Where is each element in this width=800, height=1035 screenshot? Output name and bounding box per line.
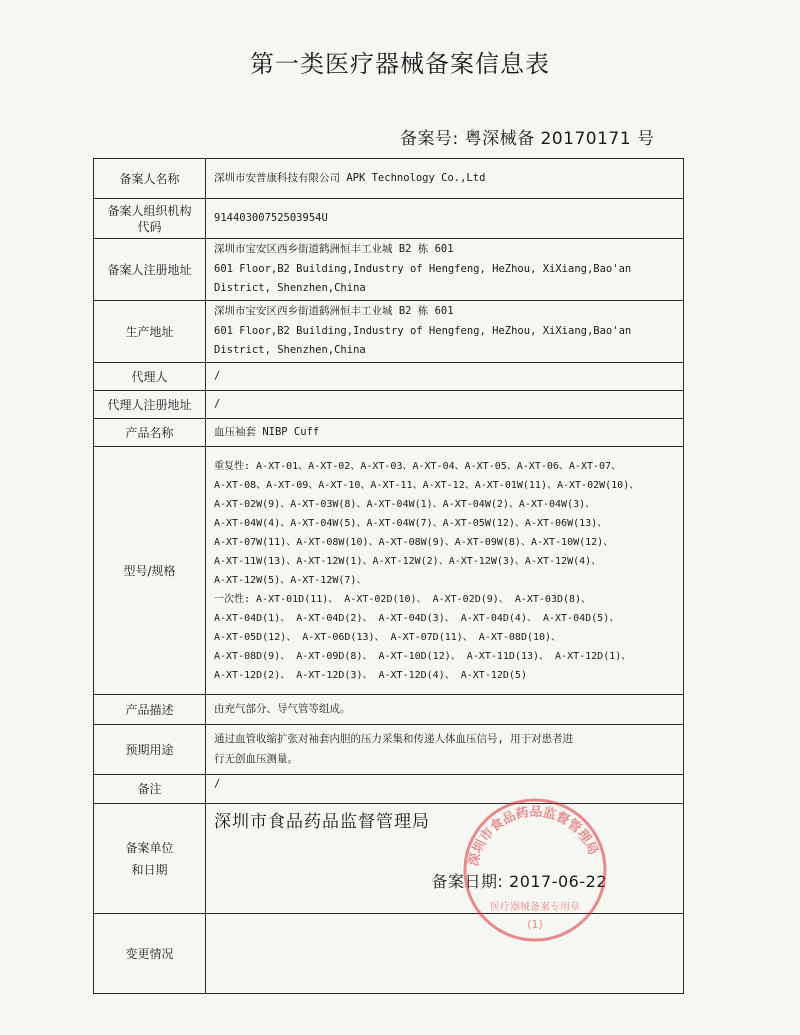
value-production-address (206, 301, 684, 363)
row-production-address (94, 301, 684, 363)
value-product-name: 血压袖套 NIBP Cuff (206, 419, 684, 447)
value-intended-use (206, 725, 684, 775)
value-org-code: 91440300752503954U (206, 199, 684, 239)
document-title: 第一类医疗器械备案信息表 (250, 50, 550, 78)
model-line: A-XT-07W(11)、A-XT-08W(10)、A-XT-08W(9)、A-XT-09W(8)、A-XT-10W(12)、 (214, 536, 614, 548)
label-description: 产品描述 (94, 695, 206, 725)
reg-address-line3: District, Shenzhen,China (214, 282, 366, 295)
seal-number: (1) (527, 918, 543, 931)
value-agent-address: / (206, 391, 684, 419)
row-filing-unit (94, 804, 684, 914)
production-address-line3: District, Shenzhen,China (214, 344, 366, 357)
row-agent-address (94, 391, 684, 419)
production-address-line1: 深圳市宝安区西乡街道鹤洲恒丰工业城 B2 栋 601 (214, 305, 454, 318)
label-product-name: 产品名称 (94, 419, 206, 447)
record-number: 备案号: 粤深械备 20170171 号 (400, 129, 655, 149)
row-intended-use (94, 725, 684, 775)
row-agent (94, 363, 684, 391)
model-line: A-XT-02W(9)、A-XT-03W(8)、A-XT-04W(1)、A-XT-04W(2)、A-XT-04W(3)、 (214, 498, 596, 510)
row-changes (94, 914, 684, 994)
label-org-code-line2: 代码 (137, 219, 162, 234)
value-filing-unit (206, 804, 684, 914)
value-description: 由充气部分、导气管等组成。 (206, 695, 684, 725)
label-filer-name: 备案人名称 (94, 159, 206, 199)
seal-arc-text: 深圳市食品药品监督管理局 (466, 804, 601, 868)
label-models: 型号/规格 (94, 447, 206, 695)
production-address-line2: 601 Floor,B2 Building,Industry of Hengfeng, HeZhou, XiXiang,Bao'an (214, 324, 632, 337)
row-org-code (94, 199, 684, 239)
label-reg-address: 备案人注册地址 (94, 239, 206, 301)
row-description (94, 695, 684, 725)
value-reg-address (206, 239, 684, 301)
model-line: A-XT-12D(2)、 A-XT-12D(3)、 A-XT-12D(4)、 A-XT-12D(5) (214, 669, 527, 681)
model-line: A-XT-08、A-XT-09、A-XT-10、A-XT-11、A-XT-12、A-XT-01W(11)、A-XT-02W(10)、 (214, 479, 640, 491)
row-product-name (94, 419, 684, 447)
intended-use-line2: 行无创血压测量。 (214, 752, 298, 765)
label-intended-use: 预期用途 (94, 725, 206, 775)
model-line: 重复性: A-XT-01、A-XT-02、A-XT-03、A-XT-04、A-XT-05、A-XT-06、A-XT-07、 (214, 460, 622, 472)
reg-address-line2: 601 Floor,B2 Building,Industry of Hengfeng, HeZhou, XiXiang,Bao'an (214, 262, 632, 275)
seal-bottom-text: 医疗器械备案专用章 (490, 902, 580, 913)
model-line: A-XT-11W(13)、A-XT-12W(1)、A-XT-12W(2)、A-XT-12W(3)、A-XT-12W(4)、 (214, 555, 602, 567)
label-remarks: 备注 (94, 775, 206, 804)
filing-date: 备案日期: 2017-06-22 (431, 872, 607, 891)
label-production-address: 生产地址 (94, 301, 206, 363)
model-line: 一次性: A-XT-01D(11)、 A-XT-02D(10)、 A-XT-02D(9)、 A-XT-03D(8)、 (214, 593, 592, 605)
filing-unit-name: 深圳市食品药品监督管理局 (214, 812, 430, 832)
label-agent-address: 代理人注册地址 (94, 391, 206, 419)
label-filing-unit (94, 804, 206, 914)
value-changes (206, 914, 684, 994)
value-filer-name: 深圳市安普康科技有限公司 APK Technology Co.,Ltd (206, 159, 684, 199)
label-org-code (94, 199, 206, 239)
row-remarks (94, 775, 684, 804)
model-line: A-XT-08D(9)、 A-XT-09D(8)、 A-XT-10D(12)、 A-XT-11D(13)、 A-XT-12D(1)、 (214, 650, 632, 662)
model-line: A-XT-05D(12)、 A-XT-06D(13)、 A-XT-07D(11)、 A-XT-08D(10)、 (214, 631, 562, 643)
label-agent: 代理人 (94, 363, 206, 391)
value-remarks: / (206, 775, 684, 804)
intended-use-line1: 通过血管收缩扩张对袖套内胆的压力采集和传递人体血压信号, 用于对患者进 (214, 733, 574, 745)
row-filer-name (94, 159, 684, 199)
value-models (206, 447, 684, 695)
info-table (93, 158, 684, 994)
value-agent: / (206, 363, 684, 391)
model-line: A-XT-12W(5)、A-XT-12W(7)、 (214, 574, 367, 586)
label-org-code-line1: 备案人组织机构 (107, 203, 192, 218)
label-changes: 变更情况 (94, 914, 206, 994)
row-reg-address (94, 239, 684, 301)
model-line: A-XT-04W(4)、A-XT-04W(5)、A-XT-04W(7)、A-XT-05W(12)、A-XT-06W(13)、 (214, 517, 608, 529)
reg-address-line1: 深圳市宝安区西乡街道鹤洲恒丰工业城 B2 栋 601 (214, 243, 454, 256)
row-models (94, 447, 684, 695)
label-filing-unit-line1: 备案单位 (125, 840, 174, 855)
label-filing-unit-line2: 和日期 (131, 862, 168, 877)
model-line: A-XT-04D(1)、 A-XT-04D(2)、 A-XT-04D(3)、 A-XT-04D(4)、 A-XT-04D(5)、 (214, 612, 620, 624)
